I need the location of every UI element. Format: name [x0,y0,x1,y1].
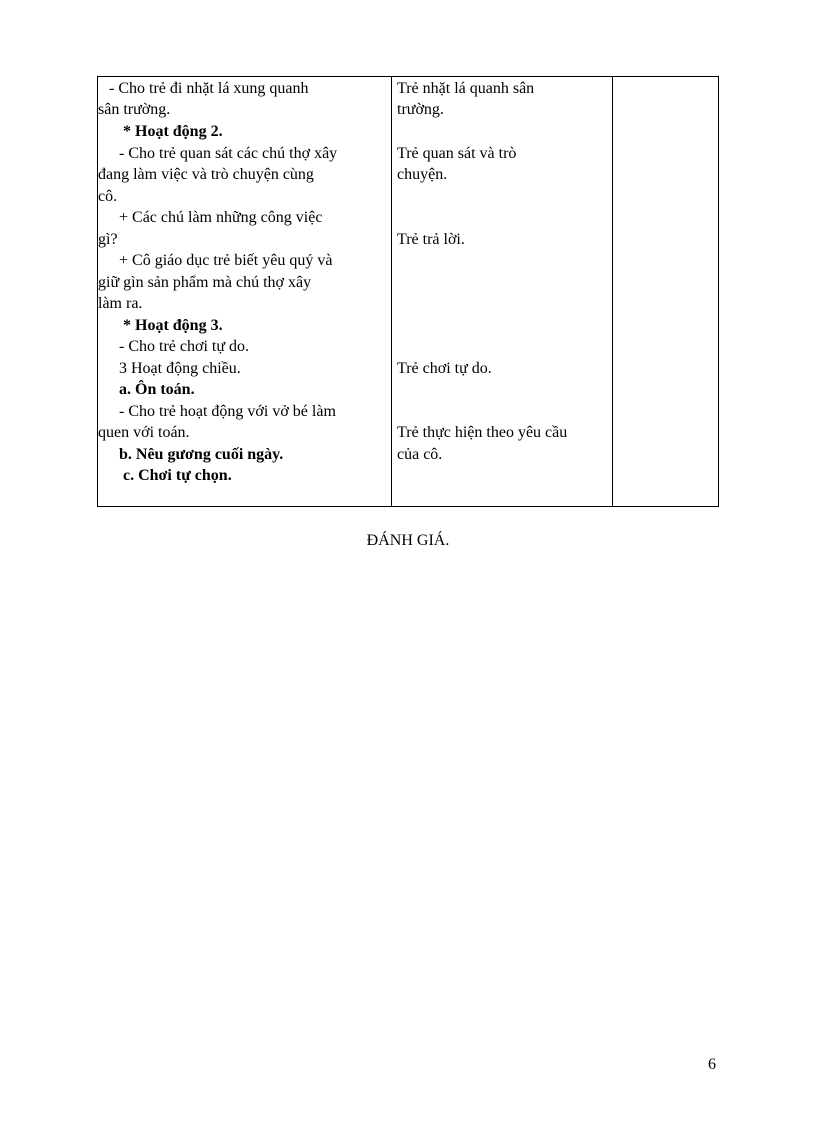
response-line: trường. [397,101,444,118]
activity-heading: c. Chơi tự chọn. [123,467,232,484]
evaluation-heading: ĐÁNH GIÁ. [366,532,450,549]
response-line: Trẻ nhặt lá quanh sân [397,80,535,97]
activity-line: - Cho trẻ đi nhặt lá xung quanh [109,80,309,97]
page-number: 6 [708,1056,716,1073]
activity-line: làm ra. [98,295,143,312]
activities-column [98,77,391,506]
activity-line: + Cô giáo dục trẻ biết yêu quý và [119,252,333,269]
activity-line: 3 Hoạt động chiều. [119,360,241,377]
activity-line: + Các chú làm những công việc [119,209,323,226]
response-line: Trẻ chơi tự do. [397,360,492,377]
activity-heading: * Hoạt động 3. [123,317,223,334]
activity-line: gì? [98,231,118,248]
activity-line: - Cho trẻ hoạt động với vở bé làm [119,403,336,420]
response-line: Trẻ trả lời. [397,231,465,248]
activity-heading: * Hoạt động 2. [123,123,223,140]
activity-line: - Cho trẻ chơi tự do. [119,338,249,355]
child-response-column [391,77,612,506]
activity-line: - Cho trẻ quan sát các chú thợ xây [119,145,338,162]
response-line: Trẻ quan sát và trò [397,145,517,162]
activity-line: sân trường. [98,101,171,118]
activity-line: cô. [98,188,118,205]
activity-heading: b. Nêu gương cuối ngày. [119,446,284,463]
activity-line: giữ gìn sản phẩm mà chú thợ xây [98,274,312,291]
activity-heading: a. Ôn toán. [119,381,195,398]
response-line: chuyện. [397,166,448,183]
activity-line: đang làm việc và trò chuyện cùng [98,166,314,183]
response-line: Trẻ thực hiện theo yêu cầu [397,424,568,441]
notes-column [612,77,718,506]
activity-table [97,76,719,507]
activity-line: quen với toán. [98,424,190,441]
response-line: của cô. [397,446,443,463]
